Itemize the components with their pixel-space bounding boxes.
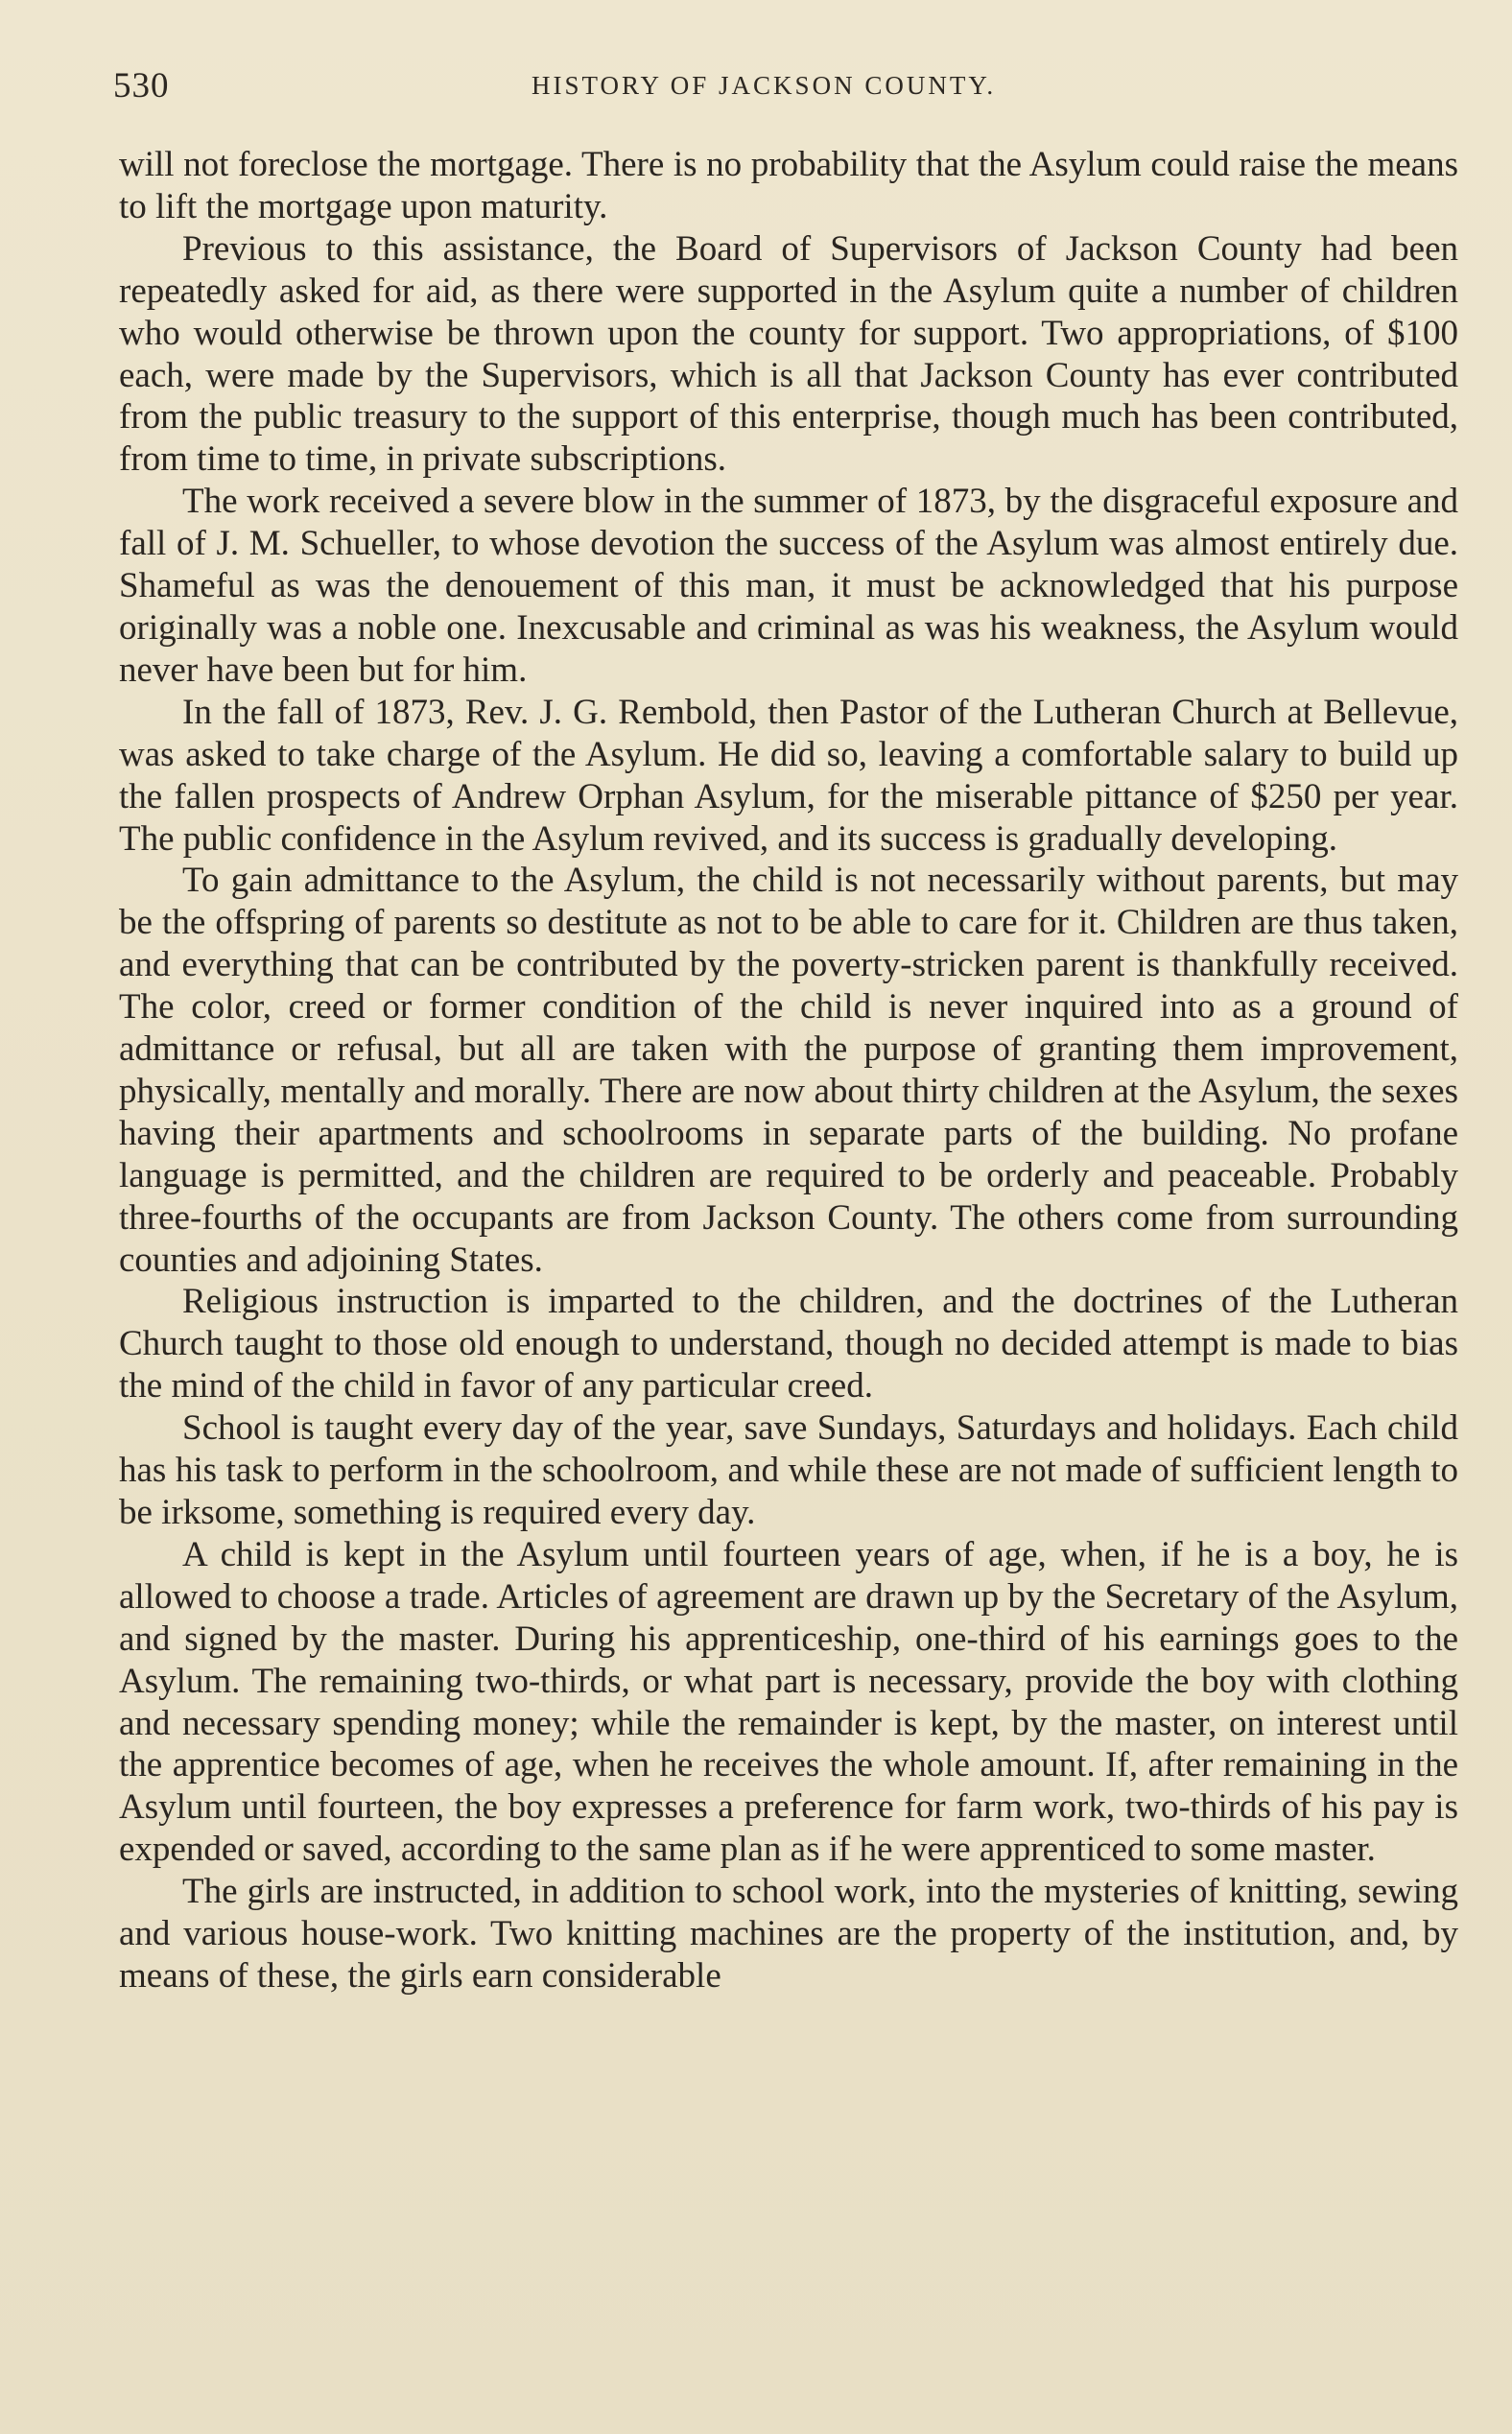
- paragraph: Religious instruction is imparted to the children, and the doctrines of the Lutheran Church taught to those old enough to understand, though no decided attempt is made to bias the mind of the child in favor of any particular creed.: [119, 1282, 1458, 1406]
- body-text: [119, 144, 1458, 1997]
- paragraph: The girls are instructed, in addition to school work, into the mysteries of knitting, sewing and various house-work. Two knitting machines are the property of the institution, and, by means of these, the girls earn considerable: [119, 1872, 1458, 1996]
- paragraph-continued: will not foreclose the mortgage. There is no probability that the Asylum could raise the means to lift the mortgage upon maturity.: [119, 145, 1458, 226]
- page-header: [113, 65, 1456, 113]
- paragraph: A child is kept in the Asylum until fourteen years of age, when, if he is a boy, he is allowed to choose a trade. Articles of agreement are drawn up by the Secretary of the Asylum, and signed by the master. During his apprenticeship, one-third of his earnings goes to the Asylum. The remaining two-thirds, or what part is necessary, provide the boy with clothing and necessary spending money; while the remainder is kept, by the master, on interest until the apprentice becomes of age, when he receives the whole amount. If, after remaining in the Asylum until fourteen, the boy expresses a preference for farm work, two-thirds of his pay is expended or saved, according to the same plan as if he were apprenticed to some master.: [119, 1534, 1458, 1870]
- paragraph: To gain admittance to the Asylum, the child is not necessarily without parents, but may be the offspring of parents so destitute as not to be able to care for it. Children are thus taken, and everything that can be contributed by the poverty-stricken parent is thankfully received. The color, creed or former condition of the child is never inquired into as a ground of admittance or refusal, but all are taken with the purpose of granting them improvement, physically, mentally and morally. There are now about thirty children at the Asylum, the sexes having their apartments and schoolrooms in separate parts of the building. No profane language is permitted, and the children are required to be orderly and peaceable. Probably three-fourths of the occupants are from Jackson County. The others come from surrounding counties and adjoining States.: [119, 861, 1458, 1280]
- page-number: 530: [113, 66, 170, 106]
- paragraph: In the fall of 1873, Rev. J. G. Rembold, then Pastor of the Lutheran Church at Bellevue, was asked to take charge of the Asylum. He did so, leaving a comfortable salary to build up the fallen prospects of Andrew Orphan Asylum, for the miserable pittance of $250 per year. The public confidence in the Asylum revived, and its success is gradually developing.: [119, 692, 1458, 859]
- paragraph: The work received a severe blow in the summer of 1873, by the disgraceful exposure and fall of J. M. Schueller, to whose devotion the success of the Asylum was almost entirely due. Shameful as was the denouement of this man, it must be acknowledged that his purpose originally was a noble one. Inexcusable and criminal as was his weakness, the Asylum would never have been but for him.: [119, 482, 1458, 690]
- running-head: HISTORY OF JACKSON COUNTY.: [532, 71, 997, 100]
- paragraph: School is taught every day of the year, save Sundays, Saturdays and holidays. Each child has his task to perform in the schoolroom, and while these are not made of sufficient length to be irksome, something is required every day.: [119, 1408, 1458, 1532]
- paragraph: Previous to this assistance, the Board of Supervisors of Jackson County had been repeatedly asked for aid, as there were supported in the Asylum quite a number of children who would otherwise be thrown upon the county for support. Two appropriations, of $100 each, were made by the Supervisors, which is all that Jackson County has ever contributed from the public treasury to the support of this enterprise, though much has been contributed, from time to time, in private subscriptions.: [119, 228, 1458, 480]
